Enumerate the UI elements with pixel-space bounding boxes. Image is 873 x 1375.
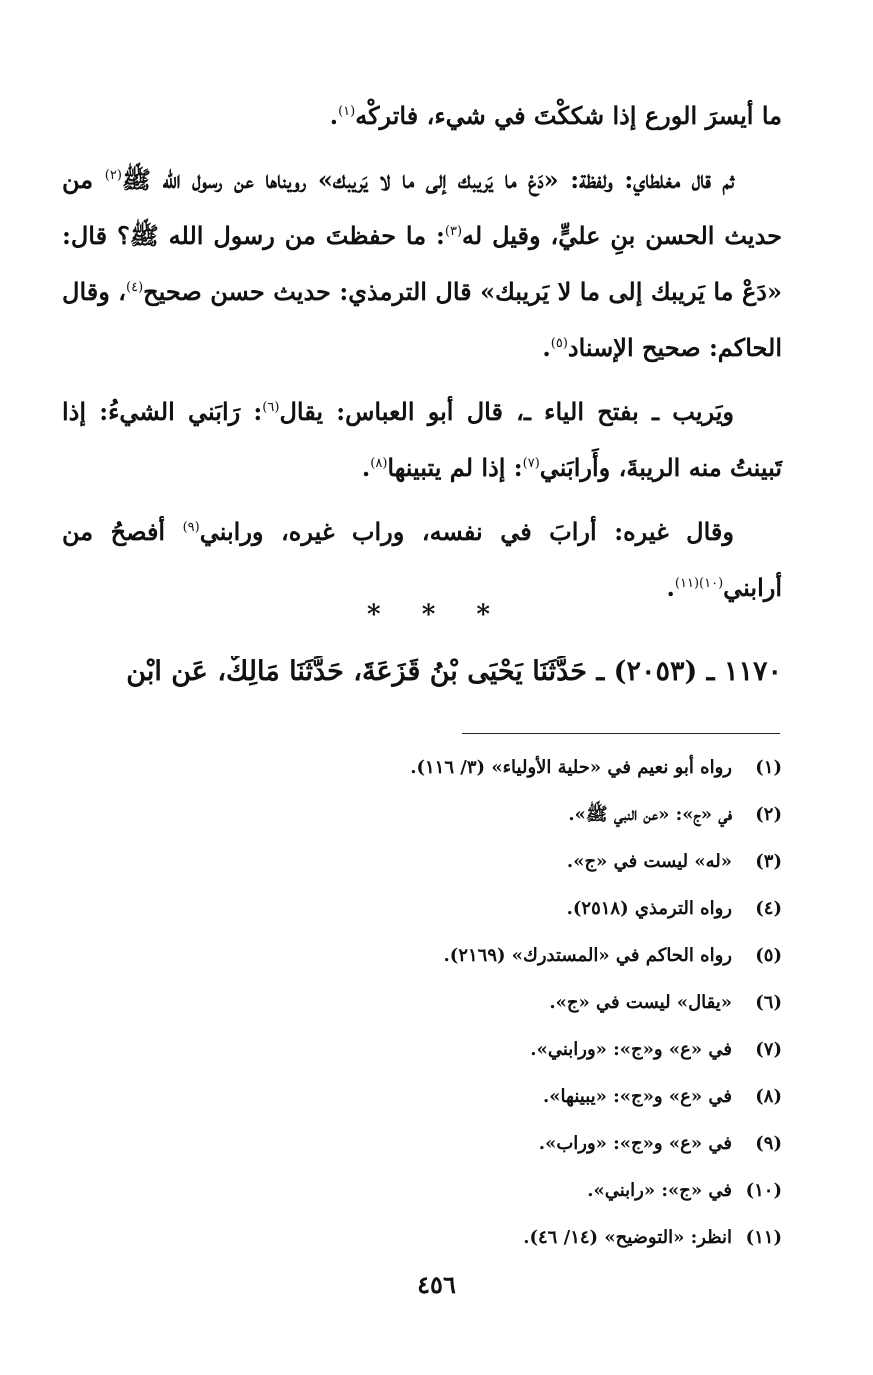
footnote-number: (٣) (755, 851, 782, 872)
hadith-heading: ١١٧٠ ـ (٢٠٥٣) ـ حَدَّثَنَا يَحْيَى بْنُ قَزَعَةَ، حَدَّثَنَا مَالِكٌ، عَنِ ابْنِ (126, 656, 782, 687)
footnote-number: (١٠) (745, 1180, 782, 1201)
footnote-item (62, 795, 782, 842)
paragraph-1-text: ما أيسرَ الورع إذا شككْتَ في شيء، فاتركْه (355, 101, 782, 130)
footnotes-list (62, 748, 782, 1265)
footnote-text: في «ع» و«ج»: «وراب». (538, 1133, 732, 1154)
footnote-ref-10: (١٠) (699, 576, 724, 591)
main-text (62, 88, 782, 624)
footnote-item (62, 1030, 782, 1077)
footnote-ref-7: (٧) (522, 456, 540, 471)
footnote-ref-11: (١١) (674, 576, 700, 591)
footnote-ref-9: (٩) (182, 520, 200, 535)
paragraph-3-text-a: ويَريب ـ بفتح الياء ـ، قال أبو العباس: يقال (279, 397, 735, 426)
footnote-number: (٨) (755, 1086, 782, 1107)
paragraph-2-text-d: ، وقال الحاكم: صحيح الإسناد (62, 277, 782, 362)
footnote-item (62, 1124, 782, 1171)
footnote-text: رواه الحاكم في «المستدرك» (٢١٦٩). (443, 945, 732, 966)
footnote-item (62, 1218, 782, 1265)
paragraph-2-text-a: ثم قال مغلطاي: ولفظة: «دَعْ ما يَريبك إلى ما لا يَريبك» رويناها عن رسول الله ﷺ (121, 165, 734, 194)
footnote-number: (١) (755, 757, 782, 778)
paragraph-3 (62, 384, 782, 496)
footnote-ref-8: (٨) (370, 456, 388, 471)
paragraph-1-end: . (329, 101, 339, 130)
footnote-ref-6: (٦) (262, 400, 280, 415)
footnote-text: في «ع» و«ج»: «يبينها». (543, 1086, 732, 1107)
page-number: ٤٥٦ (417, 1270, 456, 1299)
footnote-number: (٦) (755, 992, 782, 1013)
footnote-item (62, 1171, 782, 1218)
footnote-item (62, 936, 782, 983)
paragraph-1 (62, 88, 782, 144)
paragraph-2-text-c: : ما حفظتَ من رسول الله ﷺ؟ قال: «دَعْ ما يَريبك إلى ما لا يَريبك» قال الترمذي: حديث حسن صحيح (62, 221, 782, 306)
footnote-number: (٩) (755, 1133, 782, 1154)
footnote-text: انظر: «التوضيح» (١٤/ ٤٦). (523, 1227, 732, 1248)
paragraph-2 (62, 152, 782, 376)
footnote-item (62, 1077, 782, 1124)
footnote-item (62, 842, 782, 889)
footnote-number: (٤) (755, 898, 782, 919)
footnote-text: رواه الترمذي (٢٥١٨). (566, 898, 732, 919)
footnote-text: «له» ليست في «ج». (566, 851, 732, 872)
paragraph-4-end: . (666, 573, 675, 602)
paragraph-2-end: . (542, 333, 551, 362)
footnote-text: في «ج»: «عن النبي ﷺ». (568, 804, 732, 825)
footnote-ref-4: (٤) (126, 280, 144, 295)
paragraph-3-text-c: : إذا لم يتبينها (387, 453, 523, 482)
footnote-number: (٧) (755, 1039, 782, 1060)
paragraph-2-text-b: من حديث الحسن بنِ عليٍّ، وقيل له (62, 165, 783, 250)
footnote-number: (٥) (755, 945, 782, 966)
paragraph-4-text-b: أفصحُ من أرابني (62, 517, 782, 602)
footnote-item (62, 748, 782, 795)
footnote-ref-2: (٢) (104, 168, 122, 183)
footnote-number: (٢) (755, 804, 782, 825)
footnote-text: في «ج»: «رابني». (587, 1180, 732, 1201)
section-separator: * * * (367, 600, 506, 630)
footnote-text: «يقال» ليست في «ج». (549, 992, 732, 1013)
paragraph-4-text-a: وقال غيره: أرابَ في نفسه، وراب غيره، ورابني (199, 517, 734, 546)
footnote-item (62, 889, 782, 936)
paragraph-3-end: . (361, 453, 371, 482)
footnote-divider (462, 733, 780, 734)
footnote-item (62, 983, 782, 1030)
footnote-number: (١١) (745, 1227, 782, 1248)
footnote-ref-5: (٥) (550, 336, 568, 351)
footnote-ref-3: (٣) (444, 224, 463, 239)
paragraph-3-text-b: : رَابَني الشيءُ: إذا تَبينتُ منه الريبةَ، وأَرابَني (62, 397, 782, 482)
footnote-text: رواه أبو نعيم في «حلية الأولياء» (٣/ ١١٦). (410, 757, 732, 778)
footnote-text: في «ع» و«ج»: «ورابني». (530, 1039, 732, 1060)
footnote-ref-1: (١) (338, 104, 356, 119)
